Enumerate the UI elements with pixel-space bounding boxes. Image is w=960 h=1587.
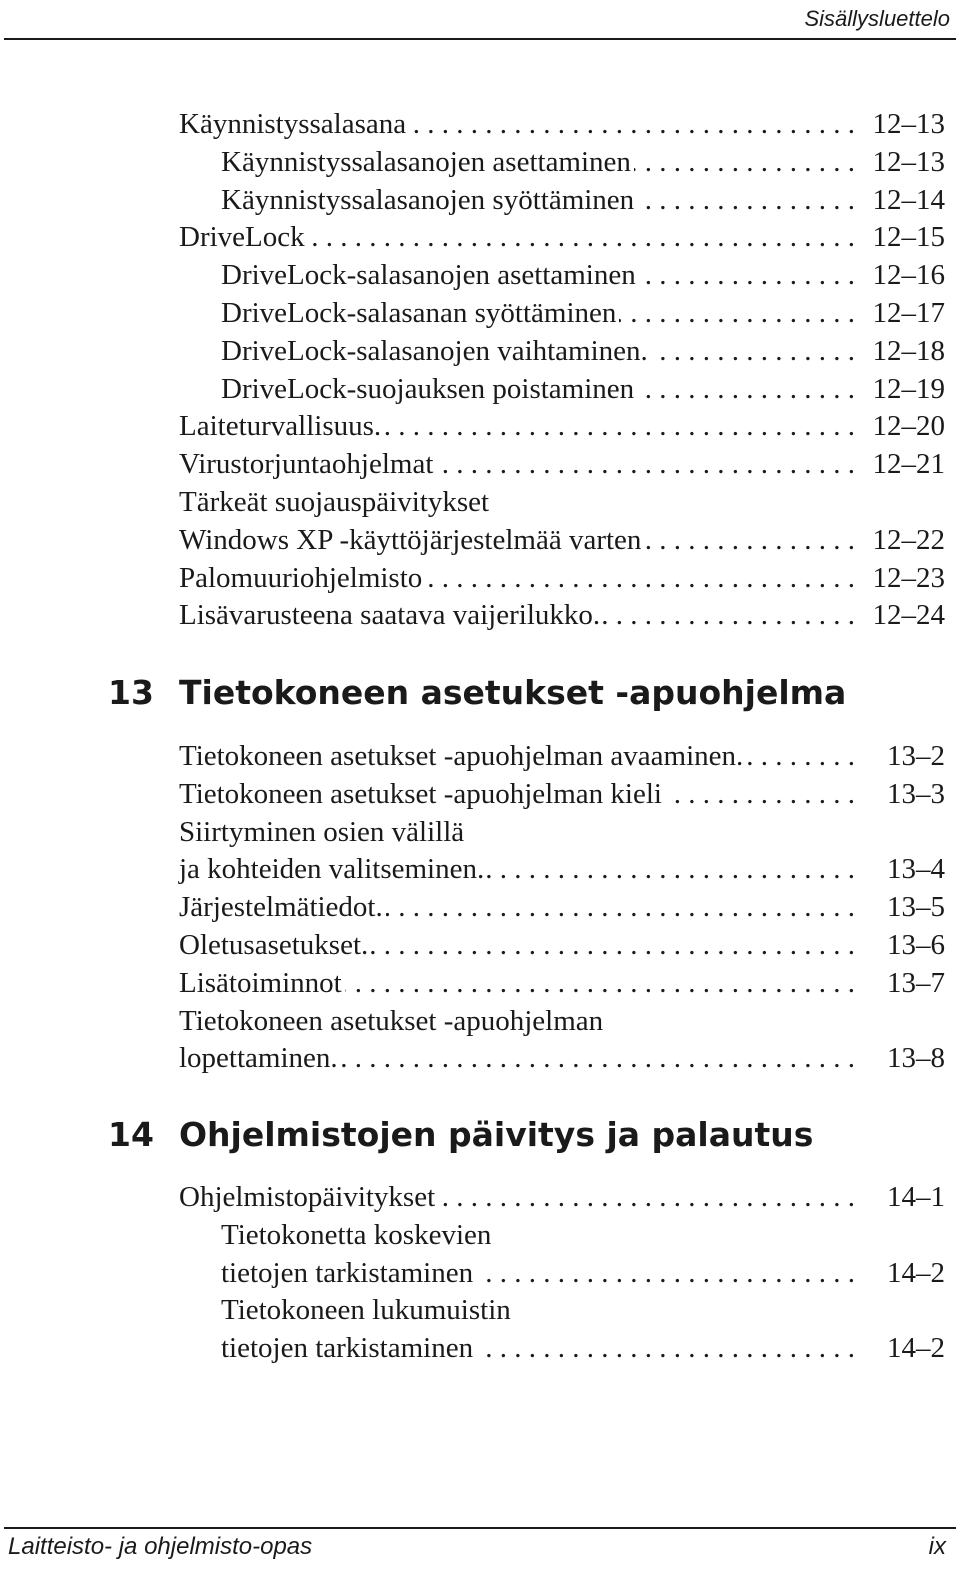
toc-entry-title: Tietokonetta koskevien <box>221 1218 492 1251</box>
toc-entry-title: Tärkeät suojauspäivitykset <box>179 485 490 518</box>
chapter-number: 14 <box>108 1115 154 1154</box>
dot-leader <box>619 295 855 333</box>
toc-entry-page: 12–13 <box>872 108 945 140</box>
toc-entry-title: Windows XP -käyttöjärjestelmää varten <box>179 523 642 556</box>
toc-entry[interactable] <box>179 446 945 484</box>
dot-leader <box>386 889 855 927</box>
header-rule <box>4 38 956 40</box>
toc-entry-page: 14–2 <box>887 1256 945 1289</box>
running-header-title: Sisällysluettelo <box>804 6 950 31</box>
toc-entry-title: Käynnistyssalasana <box>179 108 407 140</box>
toc-entry-title: Lisävarusteena saatava vaijerilukko. <box>179 599 601 632</box>
toc-entry-title: Tietokoneen asetukset -apuohjelman kieli <box>179 777 662 810</box>
toc-entry[interactable] <box>179 1292 945 1330</box>
running-header <box>0 0 960 40</box>
toc-entry[interactable] <box>179 144 945 182</box>
toc-entry-title: DriveLock-salasanojen vaihtaminen. <box>221 334 648 367</box>
chapter-title: Tietokoneen asetukset -apuohjelma <box>179 673 847 712</box>
toc-entry-page: 12–18 <box>872 334 945 367</box>
toc-entry[interactable] <box>179 333 945 371</box>
toc-entry-title: tietojen tarkistaminen <box>221 1256 474 1289</box>
toc-entry[interactable] <box>179 851 945 889</box>
toc-entry-page: 13–6 <box>887 928 945 961</box>
dot-leader <box>409 106 855 144</box>
toc-entry[interactable] <box>179 1003 945 1041</box>
toc-entry[interactable] <box>179 257 945 295</box>
dot-leader <box>639 257 855 295</box>
toc-entry[interactable] <box>179 219 945 257</box>
toc-entry-page: 12–16 <box>872 259 945 292</box>
toc-entry-page: 12–17 <box>872 296 945 329</box>
toc-entry[interactable] <box>179 371 945 409</box>
toc-entry-title: Ohjelmistopäivitykset <box>179 1181 436 1213</box>
chapter-number: 13 <box>108 673 154 712</box>
dot-leader <box>438 1179 855 1217</box>
toc-entry-page: 14–2 <box>887 1332 945 1365</box>
toc-entry-page: 13–3 <box>887 777 945 810</box>
dot-leader <box>308 219 855 257</box>
toc-entry-title: Tietokoneen lukumuistin <box>221 1294 511 1327</box>
toc-entry-title: DriveLock-salasanojen asettaminen <box>221 259 636 292</box>
toc-entry-title: tietojen tarkistaminen <box>221 1332 474 1365</box>
toc-entry-page: 13–2 <box>887 740 945 772</box>
dot-leader <box>644 522 855 560</box>
toc-entry-title: ja kohteiden valitseminen. <box>179 853 485 886</box>
dot-leader <box>637 371 855 409</box>
toc-entry-page: 12–24 <box>872 599 945 632</box>
toc-entry-page: 12–19 <box>872 372 945 405</box>
toc-entry-title: Järjestelmätiedot. <box>179 891 383 924</box>
footer-rule <box>4 1527 956 1529</box>
toc-entry-title: DriveLock-salasanan syöttäminen <box>221 296 617 329</box>
toc-entry-page: 12–21 <box>872 448 945 481</box>
toc-entry[interactable] <box>179 814 945 852</box>
toc-entry-title: Laiteturvallisuus. <box>179 410 382 443</box>
toc-entry-title: Käynnistyssalasanojen asettaminen <box>221 145 631 178</box>
toc-entry[interactable] <box>179 1217 945 1255</box>
toc-entry-page: 12–22 <box>872 523 945 556</box>
toc-entry-page: 12–13 <box>872 145 945 178</box>
toc-entry[interactable] <box>179 1330 945 1368</box>
dot-leader <box>436 446 855 484</box>
dot-leader <box>425 560 855 598</box>
toc-entry[interactable] <box>179 927 945 965</box>
dot-leader <box>637 182 855 220</box>
toc-entry[interactable] <box>179 484 945 522</box>
toc-section-chapter-14 <box>179 1179 945 1368</box>
footer-book-title: Laitteisto- ja ohjelmisto-opas <box>8 1533 313 1560</box>
dot-leader <box>384 408 855 446</box>
toc-entry-page: 12–20 <box>872 410 945 443</box>
toc-entry[interactable] <box>179 560 945 598</box>
toc-section-chapter-12 <box>179 106 945 635</box>
dot-leader <box>476 1255 855 1293</box>
dot-leader <box>746 738 855 776</box>
toc-entry[interactable] <box>179 408 945 446</box>
toc-entry-page: 12–23 <box>872 561 945 594</box>
dot-leader <box>603 597 855 635</box>
toc-entry[interactable] <box>179 776 945 814</box>
chapter-heading-14 <box>108 1110 948 1160</box>
dot-leader <box>634 144 855 182</box>
toc-entry-page: 13–7 <box>887 966 945 999</box>
toc-entry[interactable] <box>179 738 945 776</box>
dot-leader <box>665 776 855 814</box>
chapter-title: Ohjelmistojen päivitys ja palautus <box>179 1115 814 1154</box>
toc-entry[interactable] <box>179 106 945 144</box>
toc-entry-title: DriveLock <box>179 221 305 254</box>
dot-leader <box>341 1040 855 1078</box>
toc-entry-page: 12–15 <box>872 221 945 254</box>
toc-entry[interactable] <box>179 1179 945 1217</box>
toc-entry-title: Tietokoneen asetukset -apuohjelman <box>179 1004 604 1037</box>
toc-entry-page: 13–5 <box>887 891 945 924</box>
toc-entry-title: Oletusasetukset. <box>179 928 369 961</box>
toc-entry[interactable] <box>179 295 945 333</box>
toc-entry-title: DriveLock-suojauksen poistaminen <box>221 372 635 405</box>
toc-entry-page: 13–8 <box>887 1042 945 1075</box>
toc-entry[interactable] <box>179 965 945 1003</box>
toc-entry-page: 12–14 <box>872 183 945 216</box>
toc-entry-title: Käynnistyssalasanojen syöttäminen <box>221 183 635 216</box>
toc-entry[interactable] <box>179 522 945 560</box>
toc-entry-title: lopettaminen. <box>179 1042 338 1075</box>
dot-leader <box>476 1330 855 1368</box>
toc-entry[interactable] <box>179 597 945 635</box>
toc-section-chapter-13 <box>179 738 945 1078</box>
toc-entry[interactable] <box>179 182 945 220</box>
toc-entry-title: Lisätoiminnot <box>179 966 342 999</box>
toc-entry-page: 14–1 <box>887 1181 945 1213</box>
toc-entry[interactable] <box>179 1040 945 1078</box>
toc-entry-page: 13–4 <box>887 853 945 886</box>
toc-entry-title: Virustorjuntaohjelmat <box>179 448 434 481</box>
chapter-heading-13 <box>108 668 948 718</box>
toc-entry-title: Tietokoneen asetukset -apuohjelman avaaminen. <box>179 740 744 772</box>
toc-entry[interactable] <box>179 889 945 927</box>
running-footer <box>0 1527 960 1587</box>
footer-page-number: ix <box>928 1533 946 1560</box>
dot-leader <box>371 927 855 965</box>
toc-entry[interactable] <box>179 1255 945 1293</box>
dot-leader <box>345 965 855 1003</box>
toc-entry-title: Palomuuriohjelmisto <box>179 561 423 594</box>
dot-leader <box>651 333 855 371</box>
toc-entry-title: Siirtyminen osien välillä <box>179 815 465 848</box>
dot-leader <box>487 851 855 889</box>
